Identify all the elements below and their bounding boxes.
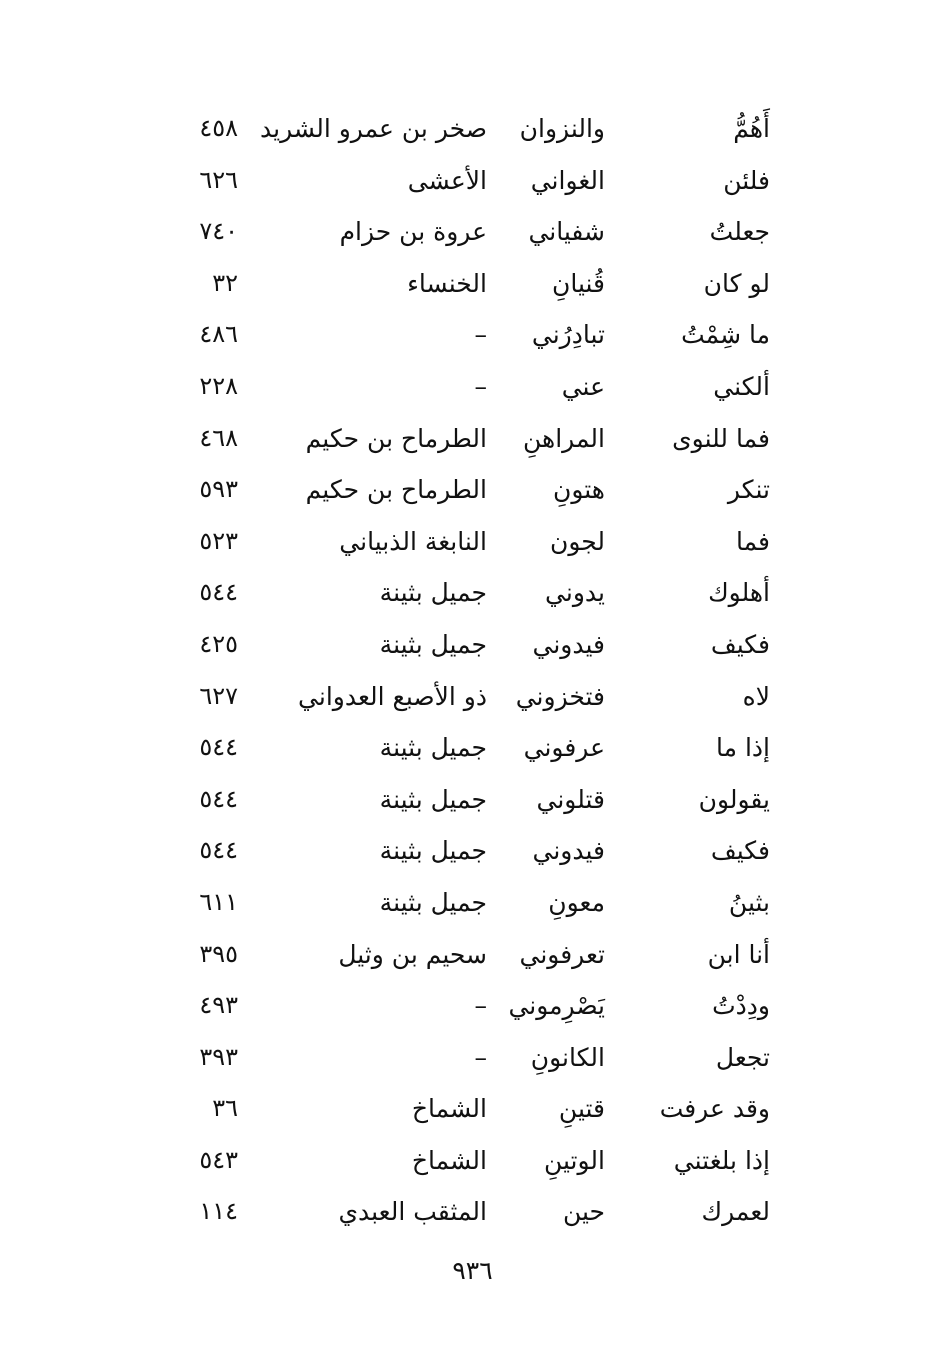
verse-opening: لاه (742, 681, 770, 711)
page-reference: ٥٩٣ (199, 475, 238, 504)
page-reference: ١١٤ (199, 1197, 238, 1226)
poet-name: الشماخ (411, 1094, 487, 1124)
poet-name: المثقب العبدي (338, 1197, 487, 1227)
index-row (0, 722, 945, 774)
page-number: ٩٣٦ (452, 1256, 493, 1285)
rhyme-word: فتخزوني (515, 681, 605, 711)
verse-opening: أهلوك (708, 578, 770, 608)
page-reference: ٤٥٨ (199, 114, 238, 142)
index-row (0, 103, 945, 155)
page-reference: ٤٨٦ (199, 320, 238, 349)
page-reference: ٢٢٨ (199, 371, 238, 400)
poet-name: النابغة الذبياني (339, 526, 487, 556)
verse-opening: جعلتُ (709, 217, 770, 247)
index-row (0, 980, 945, 1032)
page-reference: ٥٤٤ (199, 836, 238, 865)
poet-name: – (474, 991, 487, 1021)
page-reference: ٣٩٣ (199, 1042, 238, 1071)
index-row (0, 258, 945, 310)
poet-name: – (474, 1042, 487, 1072)
verse-opening: تنكر (727, 475, 770, 505)
rhyme-word: فيدوني (532, 836, 605, 866)
verse-opening: لو كان (703, 268, 770, 298)
index-row (0, 567, 945, 619)
verse-opening: فكيف (710, 836, 770, 866)
index-row (0, 1032, 945, 1084)
index-row (0, 619, 945, 671)
verse-opening: فكيف (710, 629, 770, 659)
page-reference: ٤٩٣ (199, 991, 238, 1020)
verse-opening: أنا ابن (707, 939, 770, 969)
page-reference: ٣٦ (212, 1094, 238, 1123)
index-row (0, 929, 945, 981)
poet-name: جميل بثينة (379, 733, 487, 763)
poet-name: ذو الأصبع العدواني (298, 681, 487, 711)
index-row (0, 309, 945, 361)
verse-opening: ودِدْتُ (712, 991, 770, 1021)
poet-name: جميل بثينة (379, 629, 487, 659)
page-reference: ٥٤٤ (199, 733, 238, 762)
page-reference: ٥٤٤ (199, 784, 238, 813)
verse-opening: يقولون (698, 784, 770, 814)
verse-opening: ألكني (713, 371, 770, 401)
index-row (0, 877, 945, 929)
poet-name: الشماخ (411, 1145, 487, 1175)
verse-opening: بثينُ (728, 887, 770, 917)
poet-name: الطرماح بن حكيم (305, 475, 487, 505)
page-reference: ٣٢ (212, 268, 238, 297)
verse-index-table (0, 103, 945, 1238)
rhyme-word: تعرفوني (519, 939, 605, 969)
index-row (0, 361, 945, 413)
verse-opening: فما (735, 526, 770, 556)
index-row (0, 1083, 945, 1135)
page-reference: ٦١١ (199, 887, 238, 916)
verse-opening: لعمرك (701, 1197, 770, 1227)
rhyme-word: يَصْرِموني (508, 991, 605, 1021)
page-reference: ٥٤٣ (199, 1145, 238, 1174)
index-row (0, 825, 945, 877)
page-reference: ٦٢٦ (199, 165, 238, 194)
poet-name: جميل بثينة (379, 578, 487, 608)
poet-name: صخر بن عمرو الشريد (260, 114, 487, 143)
verse-opening: تجعل (715, 1042, 770, 1072)
page-reference: ٦٢٧ (199, 681, 238, 710)
verse-opening: فما للنوى (672, 423, 770, 453)
rhyme-word: المراهنِ (523, 423, 605, 453)
page-reference: ٥٢٣ (199, 526, 238, 555)
index-row (0, 206, 945, 258)
poet-name: الطرماح بن حكيم (305, 423, 487, 453)
rhyme-word: الكانونِ (530, 1042, 605, 1072)
verse-opening: إذا ما (716, 733, 770, 763)
rhyme-word: حين (562, 1197, 605, 1227)
poet-name: الأعشى (407, 165, 487, 195)
rhyme-word: لجون (549, 526, 605, 556)
verse-opening: أَهُمُّ (733, 114, 770, 143)
index-row (0, 1135, 945, 1187)
rhyme-word: الوتينِ (543, 1145, 605, 1175)
poet-name: جميل بثينة (379, 887, 487, 917)
poet-name: جميل بثينة (379, 836, 487, 866)
index-row (0, 155, 945, 207)
rhyme-word: الغواني (530, 165, 605, 195)
index-row (0, 671, 945, 723)
rhyme-word: تبادِرُني (531, 320, 605, 350)
index-row (0, 413, 945, 465)
index-row (0, 464, 945, 516)
verse-opening: فلئن (723, 165, 770, 195)
verse-opening: ما شِمْتُ (681, 320, 770, 350)
rhyme-word: قُنيانِ (551, 268, 605, 298)
verse-opening: وقد عرفت (659, 1094, 770, 1124)
rhyme-word: قتلوني (536, 784, 605, 814)
poet-name: – (474, 371, 487, 401)
rhyme-word: فيدوني (532, 629, 605, 659)
page-reference: ٤٢٥ (199, 629, 238, 658)
rhyme-word: يدوني (545, 578, 605, 608)
page-reference: ٥٤٤ (199, 578, 238, 607)
rhyme-word: شفياني (528, 217, 605, 247)
rhyme-word: عرفوني (523, 733, 605, 763)
page-reference: ٣٩٥ (199, 939, 238, 968)
index-row (0, 774, 945, 826)
poet-name: – (474, 320, 487, 350)
rhyme-word: عني (561, 371, 605, 401)
poet-name: جميل بثينة (379, 784, 487, 814)
rhyme-word: والنزوان (519, 114, 605, 143)
poet-name: سحيم بن وثيل (338, 939, 487, 969)
poet-name: عروة بن حزام (339, 217, 487, 247)
page-reference: ٧٤٠ (199, 217, 238, 246)
rhyme-word: هتونِ (552, 475, 605, 505)
rhyme-word: قتينِ (558, 1094, 605, 1124)
poet-name: الخنساء (407, 268, 487, 298)
index-row (0, 516, 945, 568)
index-row (0, 1186, 945, 1238)
page-reference: ٤٦٨ (199, 423, 238, 452)
verse-opening: إذا بلغتني (673, 1145, 770, 1175)
rhyme-word: معونِ (548, 887, 605, 917)
